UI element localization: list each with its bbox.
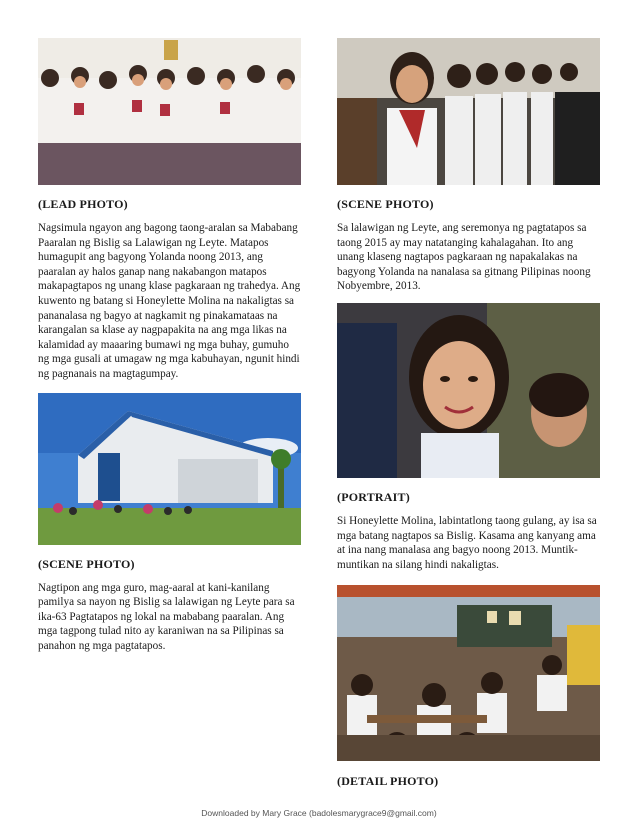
portrait-photo xyxy=(337,303,600,478)
scene-caption-right: (SCENE PHOTO) xyxy=(337,197,434,211)
right-column xyxy=(337,38,600,798)
portrait-caption: (PORTRAIT) xyxy=(337,489,410,504)
school-building-photo xyxy=(38,393,301,545)
scene-text-right: Sa lalawigan ng Leyte, ang seremonya ng pagtatapos sa taong 2015 ay may natatanging kahalagahan. Ito ang unang klaseng nagtapos pagkaraan ng napakalakas na bagyong Yolanda na nanalasa sa gitnang Pilipinas noong Nobyembre, 2013. xyxy=(337,222,591,293)
portrait-text: Si Honeylette Molina, labintatlong taong gulang, ay isa sa mga batang nagtapos sa Bislig. Kasama ang kanyang ama at ina nang manalasa ang bagyo noong 2013. Muntik-muntikan na silang hindi nakaligtas. xyxy=(337,514,597,571)
lead-photo xyxy=(38,38,301,185)
lead-caption: (LEAD PHOTO) xyxy=(38,197,128,211)
detail-caption: (DETAIL PHOTO) xyxy=(337,774,439,789)
scene-text-left: Nagtipon ang mga guro, mag-aaral at kani-kanilang pamilya sa nayon ng Bislig sa lalawigan ng Leyte para sa ika-63 Pagtatapos ng lokal na mababang paaralan. Ang mga tagpong tulad nito ay karaniwan na sa Pilipinas sa panahon ng mga pagtatapos. xyxy=(38,581,295,652)
left-column xyxy=(38,38,301,654)
classroom-photo xyxy=(337,585,600,761)
scene-caption-left: (SCENE PHOTO) xyxy=(38,556,135,571)
lead-text: Nagsimula ngayon ang bagong taong-aralan sa Mababang Paaralan ng Bislig sa Lalawigan ng Leyte. Matapos humagupit ang bagyong Yolanda noong 2013, ang paaralan ay halos ganap nang nakabangon matapos makapagtapos ng unang klase pagkaraan ng trahedya. Ang kuwento ng batang si Honeylette Molina na nakaligtas sa pananalasa ng bagyo at nagkamit ng pinakamataas na karangalan sa klase ay nagpapakita na ang mga likas na kalamidad ay maaaring bumawi ng mga buhay, gumuho ng mga gusali at umagaw ng mga kabuhayan, ngunit hindi ng pagnanais na magtagumpay. xyxy=(38,222,301,380)
graduates-line-photo xyxy=(337,38,600,185)
download-footer: Downloaded by Mary Grace (badolesmarygrace9@gmail.com) xyxy=(201,808,437,818)
